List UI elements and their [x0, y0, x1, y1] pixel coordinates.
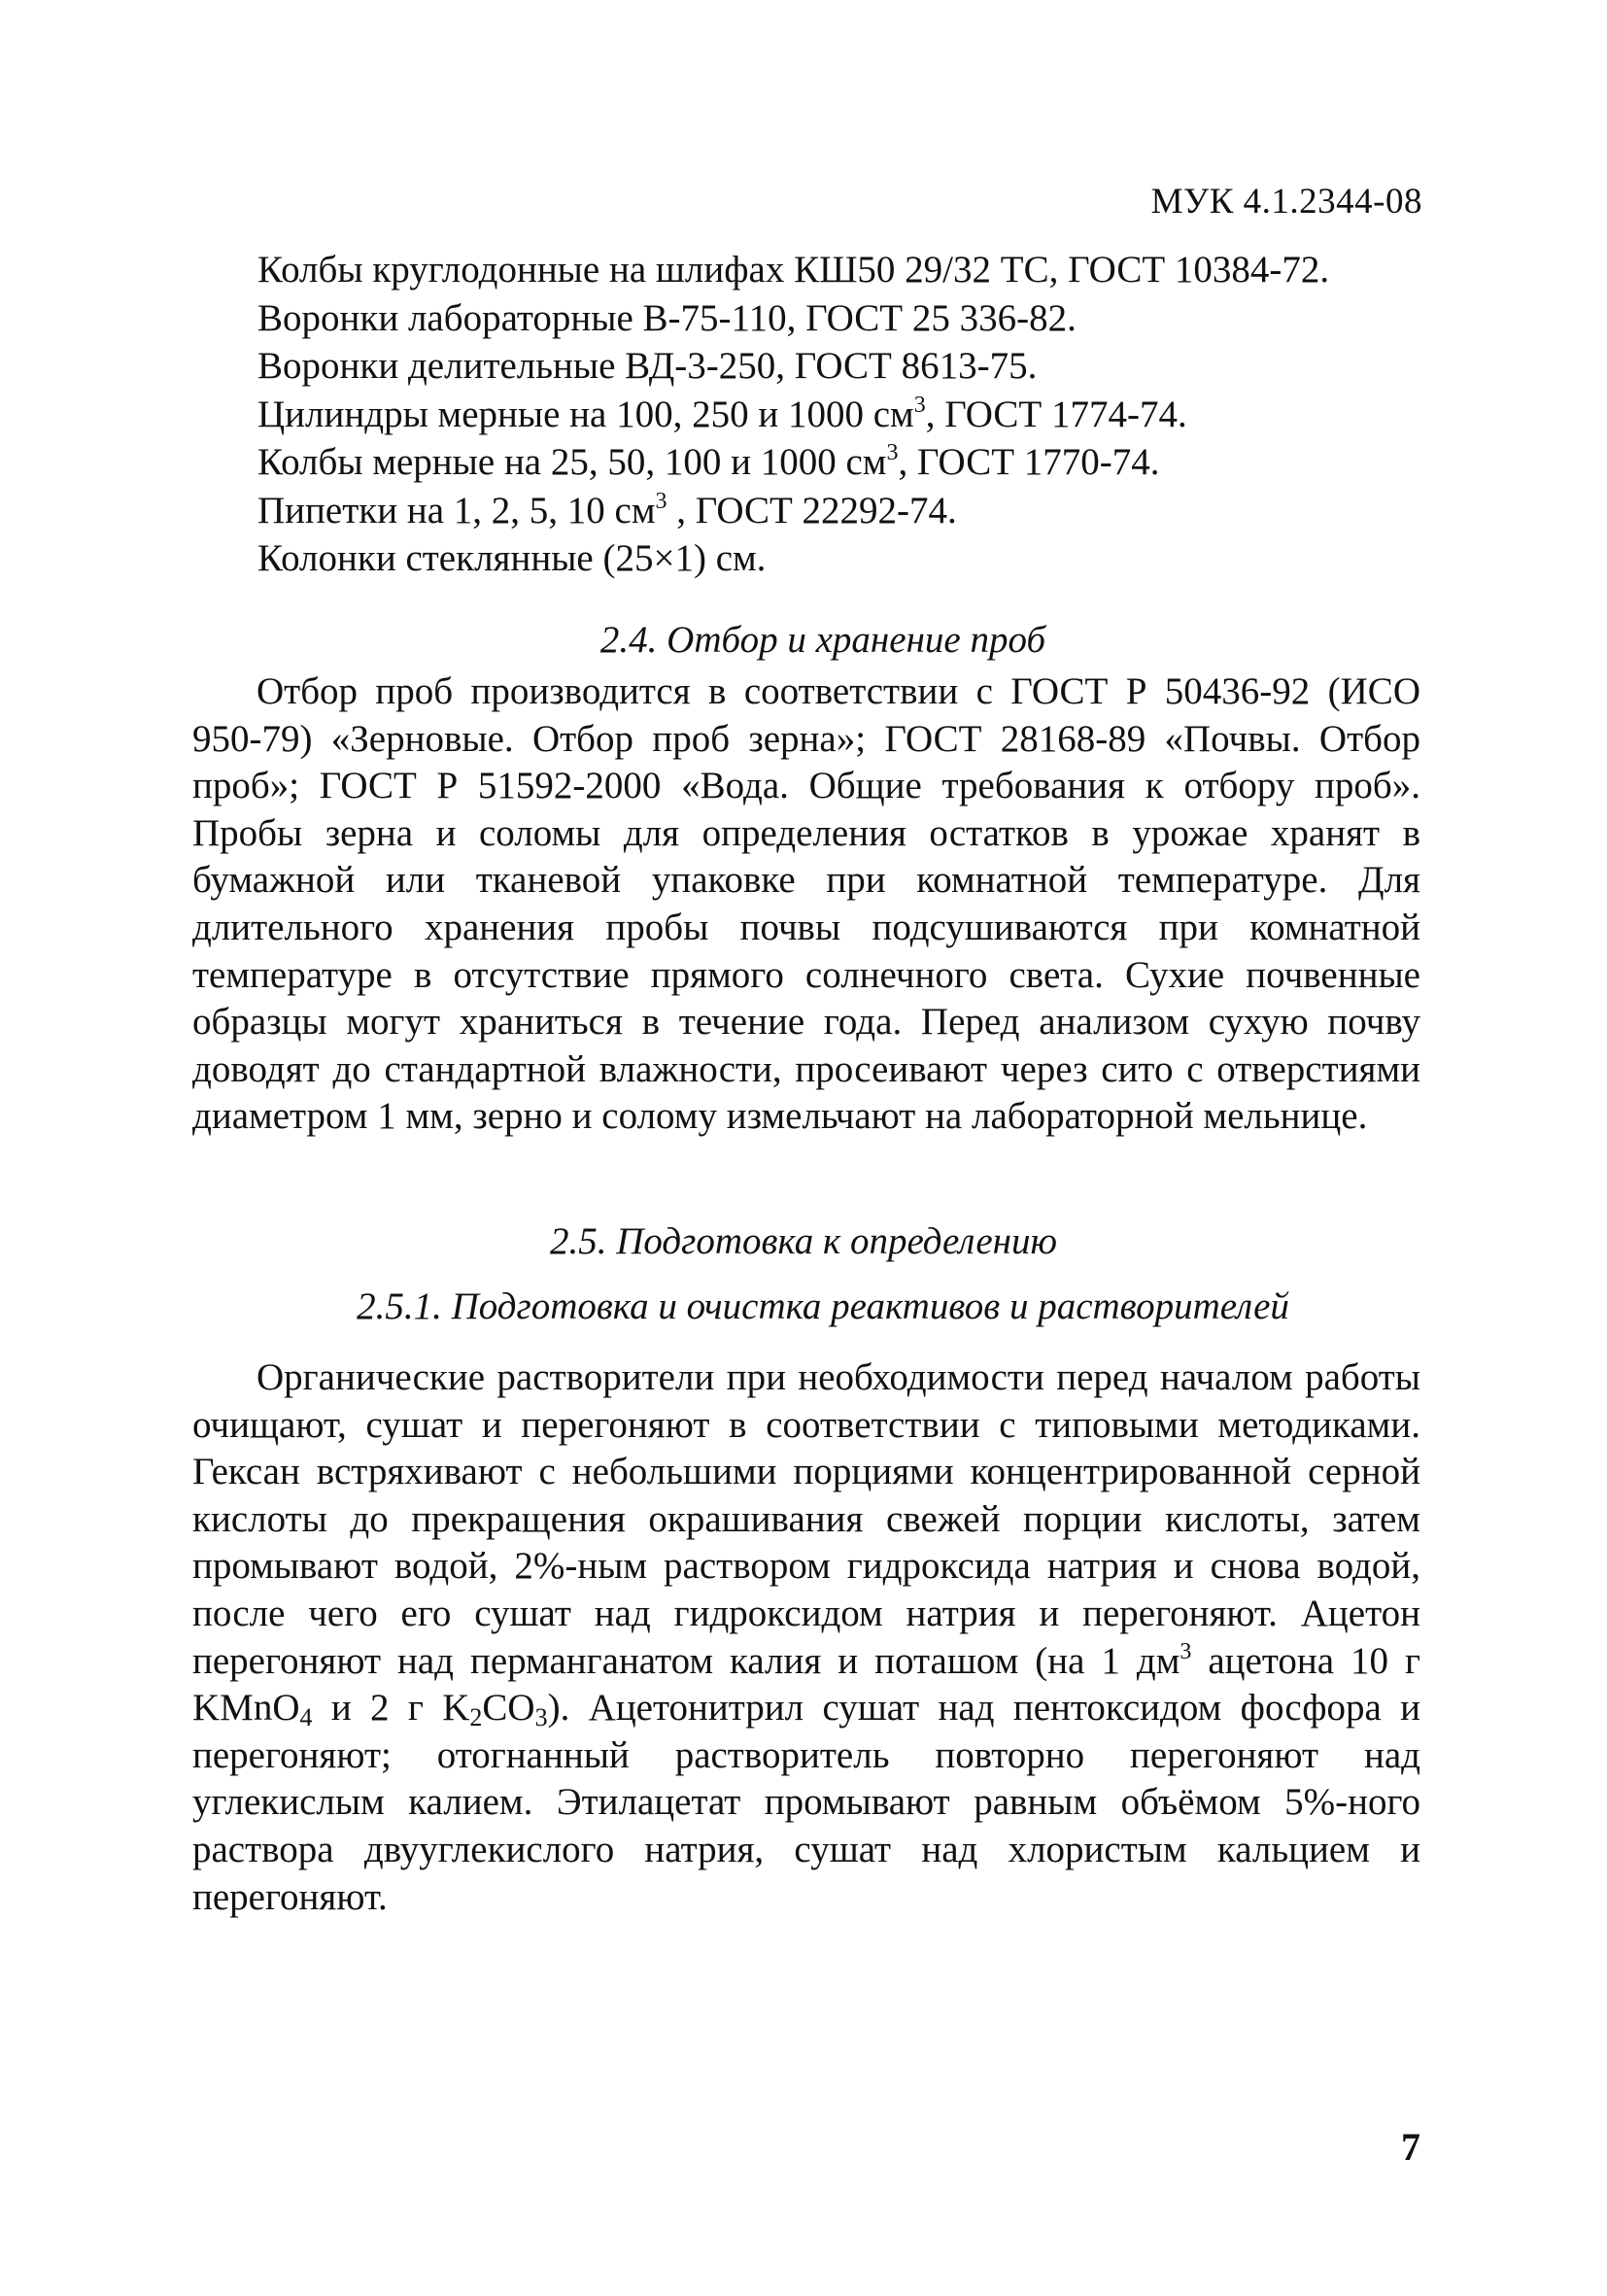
section-heading-2-4: 2.4. Отбор и хранение проб [599, 619, 1046, 661]
section-2-4-paragraph: Отбор проб производится в соответствии с ГОСТ Р 50436-92 (ИСО 950-79) «Зерновые. Отбор проб зерна»; ГОСТ 28168-89 «Почвы. Отбор проб»; ГОСТ Р 51592-2000 «Вода. Общие требования к отбору проб». Пробы зерна и соломы для определения остатков в урожае хранят в бумажной или тканевой упаковке при комнатной температуре. Для длительного хранения пробы почвы подсушиваются при комнатной температуре в отсутствие прямого солнечного света. Сухие почвенные образцы могут храниться в течение года. Перед анализом сухую почву доводят до стандартной влажности, просеивают через сито с отверстиями диаметром 1 мм, зерно и солому измельчают на лабораторной мельнице. [192, 670, 1420, 1138]
equipment-item: Цилиндры мерные на 100, 250 и 1000 $см^3$, ГОСТ 1774-74. [257, 392, 1187, 435]
equipment-item: Воронки лабораторные В-75-110, ГОСТ 25 336-82. [257, 296, 1077, 339]
page-number: 7 [1401, 2125, 1420, 2169]
equipment-item: Пипетки на 1, 2, 5, 10 $см^3$ , ГОСТ 22292-74. [257, 488, 957, 531]
section-2-5-1-paragraph: Органические растворители при необходимости перед началом работы очищают, сушат и перегоняют в соответствии с типовыми методиками. Гексан встряхивают с небольшими порциями концентрированной серной кислоты до прекращения окрашивания свежей порции кислоты, затем промывают водой, 2%-ным раствором гидроксида натрия и снова водой, после чего его сушат над гидроксидом натрия и перегоняют. Ацетон перегоняют над перманганатом калия и поташом (на 1 $дм^3$ ацетона 10 г KMnO$_4$ и 2 г $K_2CO_3$). Ацетонитрил сушат над пентоксидом фосфора и перегоняют; отогнанный растворитель повторно перегоняют над углекислым калием. Этилацетат промывают равным объёмом 5%-ного раствора двууглекислого натрия, сушат над хлористым кальцием и перегоняют. [192, 1356, 1420, 1918]
equipment-item: Воронки делительные ВД-3-250, ГОСТ 8613-75. [257, 345, 1038, 387]
document-code: МУК 4.1.2344-08 [1150, 182, 1422, 222]
equipment-item: Колбы круглодонные на шлифах КШ50 29/32 ТС, ГОСТ 10384-72. [257, 249, 1330, 291]
section-heading-2-5: 2.5. Подготовка к определению [550, 1220, 1057, 1262]
equipment-item: Колбы мерные на 25, 50, 100 и 1000 $см^3$, ГОСТ 1770-74. [257, 440, 1160, 483]
section-heading-2-5-1: 2.5.1. Подготовка и очистка реактивов и растворителей [357, 1285, 1289, 1327]
equipment-list [257, 246, 1423, 583]
equipment-item: Колонки стеклянные (25×1) см. [257, 537, 767, 579]
